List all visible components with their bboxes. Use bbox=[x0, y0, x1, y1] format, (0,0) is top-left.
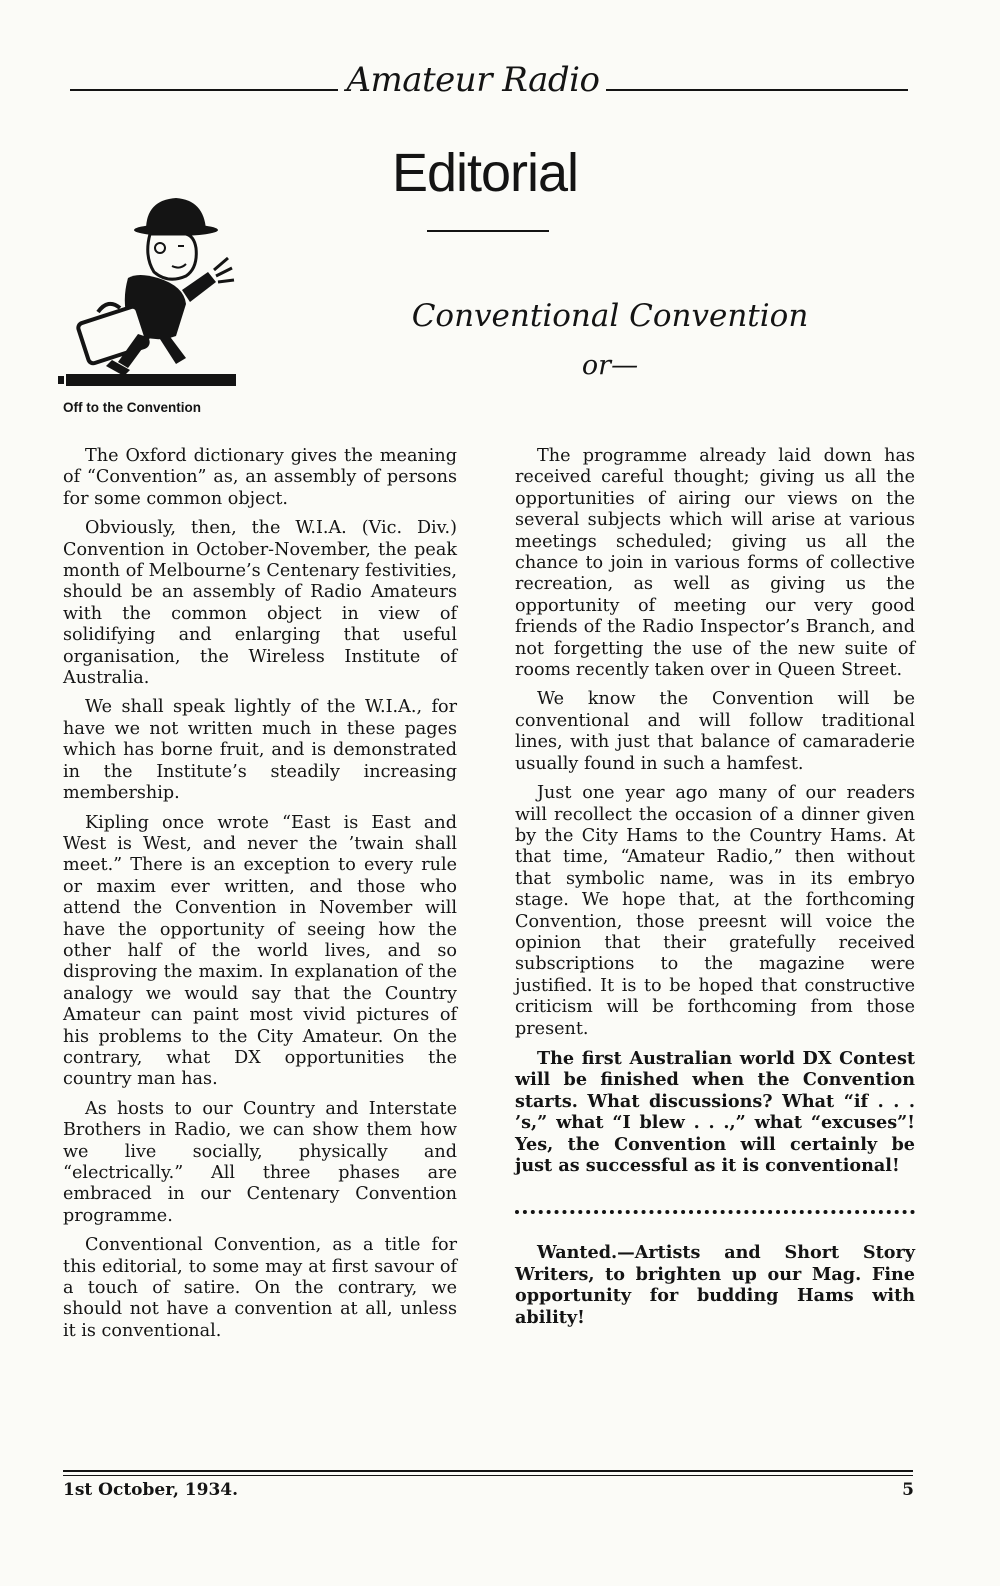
paragraph: Just one year ago many of our readers will recollect the occasion of a dinner given by the City Hams to the Country Hams. At that time, “Amateur Radio,” then without that symbolic name, was in its embryo stage. We hope that, at the forthcoming Convention, those preesnt will voice the opinion that their gratefully received subscriptions to the magazine were justified. It is to be hoped that constructive criticism will be forthcoming from those present. bbox=[515, 783, 915, 1039]
editorial-subtitle: Conventional Convention bbox=[411, 298, 809, 334]
left-column bbox=[63, 446, 457, 1350]
paragraph: Obviously, then, the W.I.A. (Vic. Div.) Convention in October-November, the peak month of Melbourne’s Centenary festivities, should be an assembly of Radio Amateurs with the common object in view of solidifying and enlarging that useful organisation, the Wireless Institute of Australia. bbox=[63, 518, 457, 689]
running-man-cartoon-icon bbox=[58, 186, 248, 392]
paragraph: Kipling once wrote “East is East and West is West, and never the ’twain shall meet.” There is an exception to every rule or maxim ever written, and those who attend the Convention in November will have the opportunity of seeing how the other half of the world lives, and so disproving the maxim. In explanation of the analogy we would say that the Country Amateur can paint most vivid pictures of his problems to the City Amateur. On the contrary, what DX opportunities the country man has. bbox=[63, 812, 457, 1090]
footer-rule bbox=[63, 1470, 913, 1472]
masthead-logo: Amateur Radio bbox=[346, 60, 600, 100]
paragraph: We know the Convention will be conventional and will follow traditional lines, with just that balance of camaraderie usually found in such a hamfest. bbox=[515, 689, 915, 774]
dotted-divider bbox=[515, 1210, 915, 1214]
masthead-rule-right bbox=[606, 89, 908, 91]
paragraph: As hosts to our Country and Interstate Brothers in Radio, we can show them how we live socially, physically and “electrically.” All three phases are embraced in our Centenary Convention programme. bbox=[63, 1098, 457, 1226]
page-title: Editorial bbox=[391, 143, 579, 203]
paragraph: The first Australian world DX Contest will be finished when the Convention starts. What discussions? What “if . . . ’s,” what “I blew . . .,” what “excuses”! Yes, the Convention will certainly be just as successful as it is conventional! bbox=[515, 1047, 915, 1176]
paragraph: The Oxford dictionary gives the meaning of “Convention” as, an assembly of persons for some common object. bbox=[63, 446, 457, 509]
title-underline bbox=[427, 230, 549, 232]
footer-rule-thin bbox=[63, 1475, 913, 1476]
issue-date: 1st October, 1934. bbox=[63, 1480, 239, 1500]
masthead bbox=[70, 58, 908, 108]
paragraph: Conventional Convention, as a title for this editorial, to some may at first savour of a touch of satire. On the contrary, we should not have a convention at all, unless it is conventional. bbox=[63, 1235, 457, 1341]
paragraph: The programme already laid down has received careful thought; giving us all the opportunities of airing our views on the several subjects which will arise at various meetings scheduled; giving us all the chance to join in various forms of collective recreation, as well as giving us the opportunity of meeting our very good friends of the Radio Inspector’s Branch, and not forgetting the use of the new suite of rooms recently taken over in Queen Street. bbox=[515, 446, 915, 681]
cartoon-caption: Off to the Convention bbox=[63, 400, 201, 415]
masthead-rule-left bbox=[70, 89, 338, 91]
right-column bbox=[515, 446, 915, 1336]
wanted-notice: Wanted.—Artists and Short Story Writers, to brighten up our Mag. Fine opportunity for budding Hams with ability! bbox=[515, 1242, 915, 1328]
paragraph: We shall speak lightly of the W.I.A., for have we not written much in these pages which has borne fruit, and is demonstrated in the Institute’s steadily increasing membership. bbox=[63, 697, 457, 804]
page-number: 5 bbox=[902, 1480, 914, 1500]
editorial-subtitle-or: or— bbox=[581, 350, 639, 381]
